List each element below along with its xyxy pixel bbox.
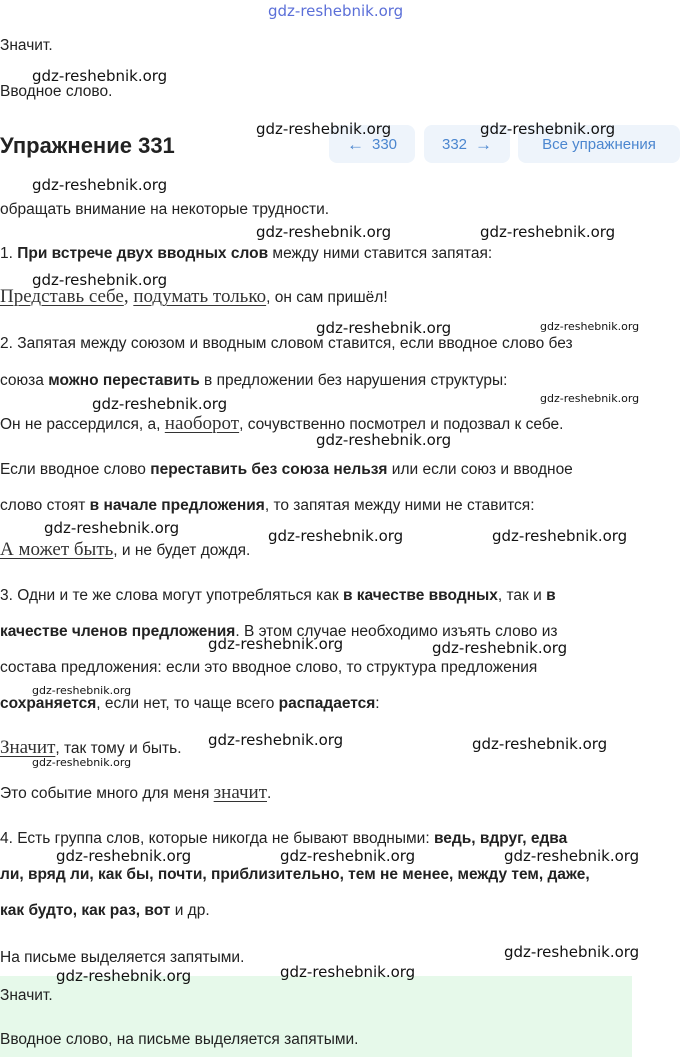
rule-2-line1: 2. Запятая между союзом и вводным словом ставится, если вводное слово без: [0, 335, 573, 352]
example-1: Представь себе, подумать только, он сам пришёл!: [0, 286, 388, 307]
watermark: gdz-reshebnik.org: [256, 120, 392, 138]
watermark: gdz-reshebnik.org: [480, 223, 616, 241]
watermark: gdz-reshebnik.org: [56, 847, 192, 865]
answer-line1: Значит.: [0, 987, 53, 1004]
watermark: gdz-reshebnik.org: [32, 271, 168, 289]
rule-2b-line1: Если вводное слово переставить без союза нельзя или если союз и вводное: [0, 461, 573, 478]
watermark: gdz-reshebnik.org: [504, 943, 640, 961]
watermark-top: gdz-reshebnik.org: [268, 2, 404, 20]
all-exercises-label: Все упражнения: [542, 135, 656, 153]
watermark: gdz-reshebnik.org: [280, 847, 416, 865]
watermark: gdz-reshebnik.org: [316, 319, 452, 337]
watermark: gdz-reshebnik.org: [208, 731, 344, 749]
watermark: gdz-reshebnik.org: [432, 639, 568, 657]
example-5: Это событие много для меня значит.: [0, 782, 272, 803]
rule-3-line3: состава предложения: если это вводное слово, то структура предложения: [0, 659, 538, 676]
note-text: На письме выделяется запятыми.: [0, 949, 245, 966]
watermark: gdz-reshebnik.org: [316, 431, 452, 449]
watermark: gdz-reshebnik.org: [492, 527, 628, 545]
intro-text: обращать внимание на некоторые трудности.: [0, 201, 330, 218]
rule-3-line2: качестве членов предложения. В этом случае необходимо изъять слово из: [0, 623, 558, 640]
watermark: gdz-reshebnik.org: [32, 684, 132, 697]
rule-2b-line2: слово стоят в начале предложения, то запятая между ними не ставится:: [0, 497, 535, 514]
prev-answer-line2: Вводное слово.: [0, 83, 113, 100]
arrow-right-icon: →: [475, 134, 493, 154]
arrow-left-icon: ←: [346, 134, 364, 154]
watermark: gdz-reshebnik.org: [92, 395, 228, 413]
watermark: gdz-reshebnik.org: [44, 519, 180, 537]
rule-4-line3: как будто, как раз, вот и др.: [0, 902, 210, 919]
prev-exercise-label: 330: [371, 135, 398, 153]
watermark: gdz-reshebnik.org: [32, 176, 168, 194]
example-2: Он не рассердился, а, наоборот, сочувственно посмотрел и подозвал к себе.: [0, 413, 564, 434]
watermark: gdz-reshebnik.org: [504, 847, 640, 865]
example-4: Значит, так тому и быть.: [0, 737, 182, 758]
watermark: gdz-reshebnik.org: [208, 635, 344, 653]
watermark: gdz-reshebnik.org: [32, 67, 168, 85]
page-title: Упражнение 331: [0, 133, 175, 158]
watermark: gdz-reshebnik.org: [540, 392, 640, 405]
rule-4-line1: 4. Есть группа слов, которые никогда не бывают вводными: ведь, вдруг, едва: [0, 830, 568, 847]
watermark: gdz-reshebnik.org: [32, 756, 132, 769]
watermark: gdz-reshebnik.org: [256, 223, 392, 241]
answer-line2: Вводное слово, на письме выделяется запятыми.: [0, 1031, 359, 1048]
next-exercise-label: 332: [441, 135, 468, 153]
watermark: gdz-reshebnik.org: [56, 967, 192, 985]
watermark: gdz-reshebnik.org: [280, 963, 416, 981]
example-3: А может быть, и не будет дождя.: [0, 539, 251, 560]
prev-answer-line1: Значит.: [0, 37, 53, 54]
rule-2-line2: союза можно переставить в предложении без нарушения структуры:: [0, 372, 508, 389]
watermark: gdz-reshebnik.org: [268, 527, 404, 545]
rule-3-line4: сохраняется, если нет, то чаще всего распадается:: [0, 695, 380, 712]
rule-4-line2: ли, вряд ли, как бы, почти, приблизительно, тем не менее, между тем, даже,: [0, 866, 590, 883]
watermark: gdz-reshebnik.org: [480, 120, 616, 138]
watermark: gdz-reshebnik.org: [540, 320, 640, 333]
rule-3-line1: 3. Одни и те же слова могут употребляться как в качестве вводных, так и в: [0, 587, 556, 604]
watermark: gdz-reshebnik.org: [472, 735, 608, 753]
rule-1: 1. При встрече двух вводных слов между ними ставится запятая:: [0, 245, 493, 262]
